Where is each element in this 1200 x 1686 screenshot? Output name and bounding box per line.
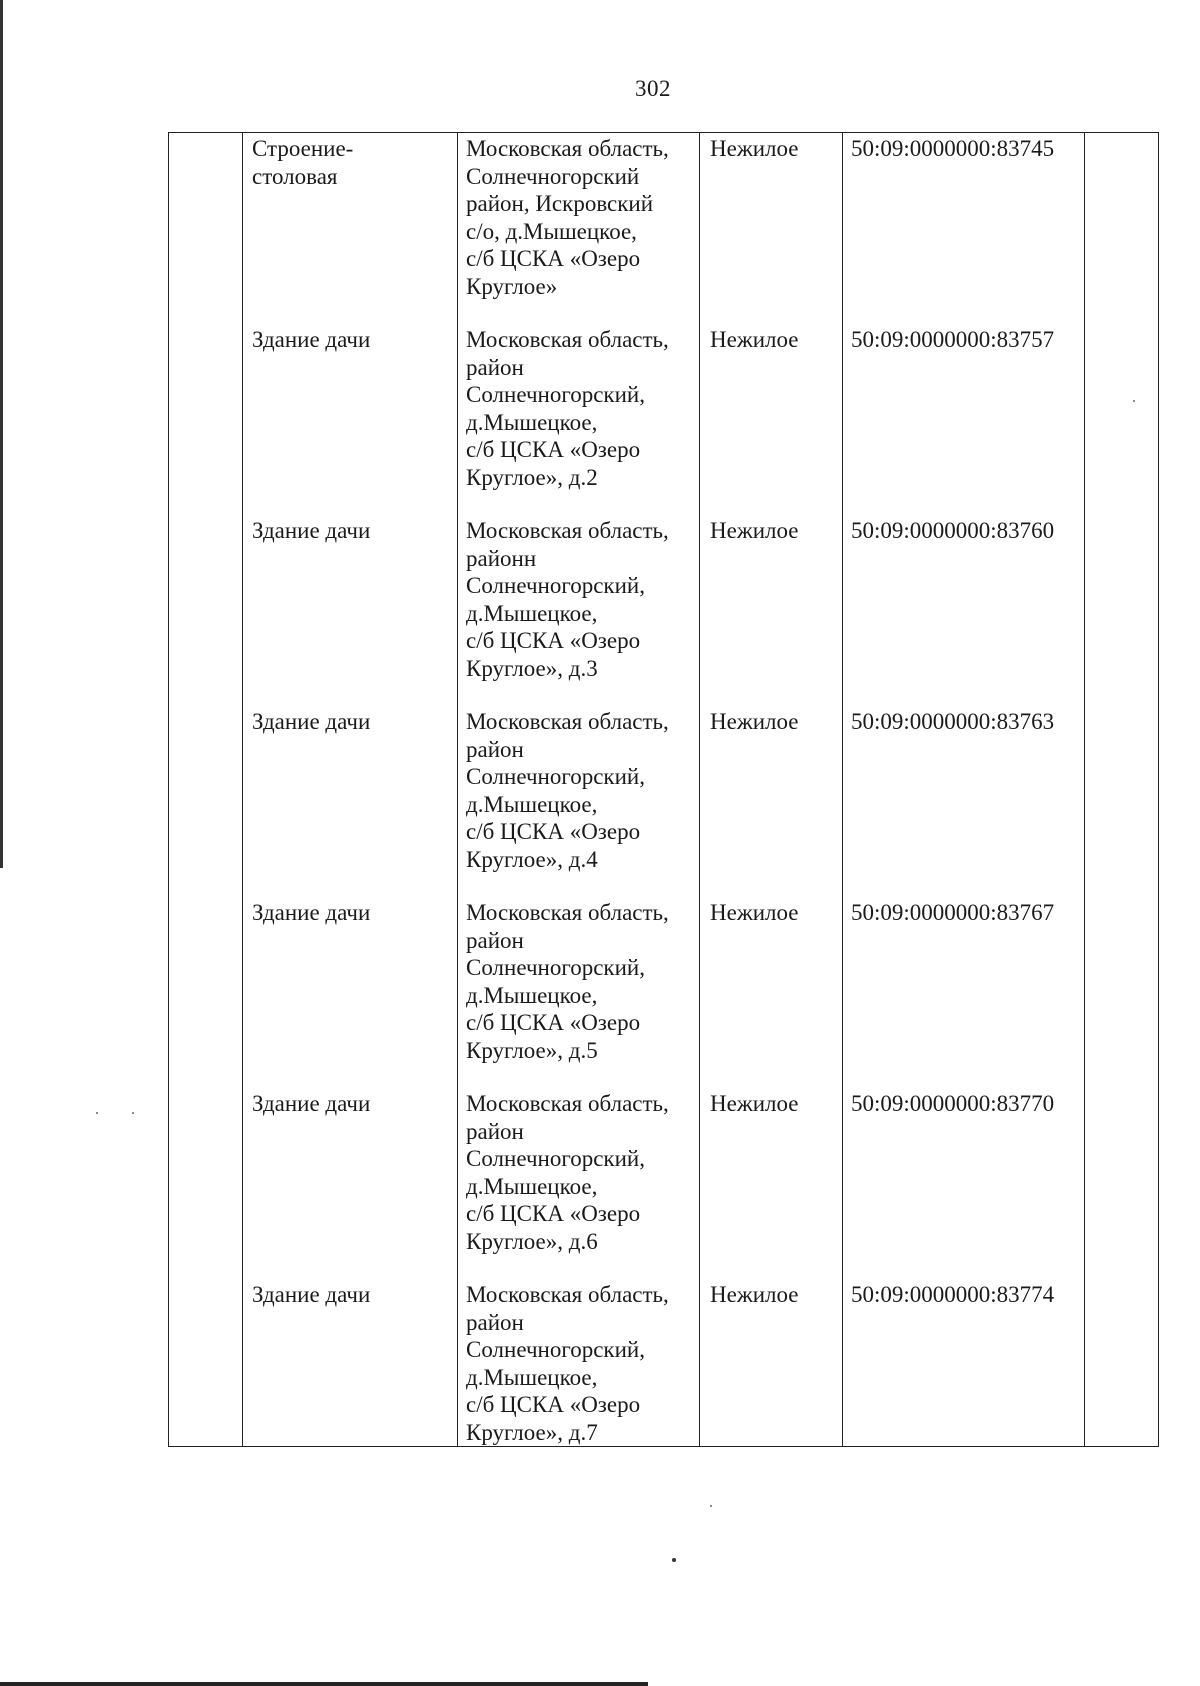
address-cell	[458, 133, 700, 325]
purpose-cell-text: Нежилое	[710, 1091, 799, 1116]
object-name-cell	[243, 133, 458, 325]
cadastral-number-cell-text: 50:09:0000000:83757	[851, 327, 1055, 352]
extra-cell	[1085, 515, 1159, 706]
object-name-cell-text: Здание дачи	[252, 709, 371, 734]
object-name-cell	[243, 324, 458, 515]
row-number-cell-text	[169, 1279, 242, 1281]
address-cell-text: Московская область, район Солнечногорский, д.Мышецкое, с/б ЦСКА «Озеро Круглое», д.7	[466, 1282, 669, 1445]
object-name-cell-text: Здание дачи	[252, 1282, 371, 1307]
object-name-cell-text: Строение- столовая	[252, 136, 354, 189]
row-number-cell-text	[169, 1088, 242, 1114]
object-name-cell-text: Здание дачи	[252, 900, 371, 925]
purpose-cell	[700, 1279, 843, 1447]
cadastral-number-cell-text: 50:09:0000000:83745	[851, 136, 1055, 161]
purpose-cell-text: Нежилое	[710, 709, 799, 734]
cadastral-number-cell	[843, 706, 1085, 897]
purpose-cell	[700, 324, 843, 515]
object-name-cell-text: Здание дачи	[252, 1091, 371, 1116]
object-name-cell	[243, 515, 458, 706]
cadastral-number-cell-text: 50:09:0000000:83770	[851, 1091, 1055, 1116]
purpose-cell	[700, 133, 843, 325]
purpose-cell-text: Нежилое	[710, 136, 799, 161]
address-cell	[458, 706, 700, 897]
scan-bottom-edge	[0, 1682, 648, 1686]
object-name-cell	[243, 1279, 458, 1447]
scan-left-edge	[0, 0, 3, 868]
address-cell-text: Московская область, район Солнечногорский, д.Мышецкое, с/б ЦСКА «Озеро Круглое», д.6	[466, 1091, 669, 1254]
table-row	[169, 133, 1159, 325]
cadastral-number-cell-text: 50:09:0000000:83767	[851, 900, 1055, 925]
row-number-cell	[169, 133, 243, 325]
address-cell	[458, 897, 700, 1088]
row-number-cell-text	[169, 133, 242, 159]
extra-cell	[1085, 897, 1159, 1088]
purpose-cell-text: Нежилое	[710, 518, 799, 543]
row-number-cell	[169, 897, 243, 1088]
object-name-cell	[243, 1088, 458, 1279]
object-name-cell	[243, 897, 458, 1088]
extra-cell-text	[1085, 515, 1158, 541]
cadastral-number-cell	[843, 324, 1085, 515]
row-number-cell-text	[169, 897, 242, 923]
property-table	[168, 132, 1159, 1447]
address-cell-text: Московская область, район Солнечногорский, д.Мышецкое, с/б ЦСКА «Озеро Круглое», д.2	[466, 327, 669, 490]
extra-cell-text	[1085, 706, 1158, 732]
scan-speck	[1133, 400, 1135, 402]
scan-speck	[96, 1112, 98, 1114]
address-cell	[458, 324, 700, 515]
scan-speck	[710, 1505, 712, 1507]
extra-cell-text	[1085, 133, 1158, 159]
extra-cell	[1085, 706, 1159, 897]
table-row	[169, 515, 1159, 706]
address-cell-text: Московская область, районн Солнечногорский, д.Мышецкое, с/б ЦСКА «Озеро Круглое», д.3	[466, 518, 669, 681]
row-number-cell-text	[169, 515, 242, 541]
purpose-cell-text: Нежилое	[710, 900, 799, 925]
extra-cell-text	[1085, 897, 1158, 923]
purpose-cell	[700, 897, 843, 1088]
cadastral-number-cell-text: 50:09:0000000:83774	[851, 1282, 1055, 1307]
purpose-cell	[700, 706, 843, 897]
extra-cell	[1085, 133, 1159, 325]
page-number: 302	[635, 76, 671, 101]
cadastral-number-cell-text: 50:09:0000000:83763	[851, 709, 1055, 734]
row-number-cell	[169, 1279, 243, 1447]
object-name-cell-text: Здание дачи	[252, 518, 371, 543]
cadastral-number-cell	[843, 1088, 1085, 1279]
property-table-body	[169, 133, 1159, 1447]
address-cell-text: Московская область, район Солнечногорский, д.Мышецкое, с/б ЦСКА «Озеро Круглое», д.5	[466, 900, 669, 1063]
table-row	[169, 324, 1159, 515]
address-cell	[458, 515, 700, 706]
table-row	[169, 1279, 1159, 1447]
row-number-cell-text	[169, 324, 242, 350]
address-cell	[458, 1088, 700, 1279]
scan-speck	[132, 1112, 134, 1114]
extra-cell-text	[1085, 324, 1158, 350]
row-number-cell	[169, 515, 243, 706]
object-name-cell-text: Здание дачи	[252, 327, 371, 352]
table-row	[169, 706, 1159, 897]
extra-cell-text	[1085, 1088, 1158, 1114]
row-number-cell	[169, 1088, 243, 1279]
cadastral-number-cell-text: 50:09:0000000:83760	[851, 518, 1055, 543]
extra-cell	[1085, 1279, 1159, 1447]
purpose-cell-text: Нежилое	[710, 327, 799, 352]
cadastral-number-cell	[843, 133, 1085, 325]
table-row	[169, 897, 1159, 1088]
address-cell	[458, 1279, 700, 1447]
object-name-cell	[243, 706, 458, 897]
table-row	[169, 1088, 1159, 1279]
purpose-cell	[700, 515, 843, 706]
scan-speck	[672, 1558, 676, 1562]
row-number-cell-text	[169, 706, 242, 732]
address-cell-text: Московская область, Солнечногорский район, Искровский с/о, д.Мышецкое, с/б ЦСКА «Озеро Круглое»	[466, 136, 669, 299]
row-number-cell	[169, 324, 243, 515]
extra-cell	[1085, 1088, 1159, 1279]
cadastral-number-cell	[843, 1279, 1085, 1447]
extra-cell-text	[1085, 1279, 1158, 1281]
cadastral-number-cell	[843, 515, 1085, 706]
address-cell-text: Московская область, район Солнечногорский, д.Мышецкое, с/б ЦСКА «Озеро Круглое», д.4	[466, 709, 669, 872]
purpose-cell	[700, 1088, 843, 1279]
cadastral-number-cell	[843, 897, 1085, 1088]
row-number-cell	[169, 706, 243, 897]
extra-cell	[1085, 324, 1159, 515]
purpose-cell-text: Нежилое	[710, 1282, 799, 1307]
